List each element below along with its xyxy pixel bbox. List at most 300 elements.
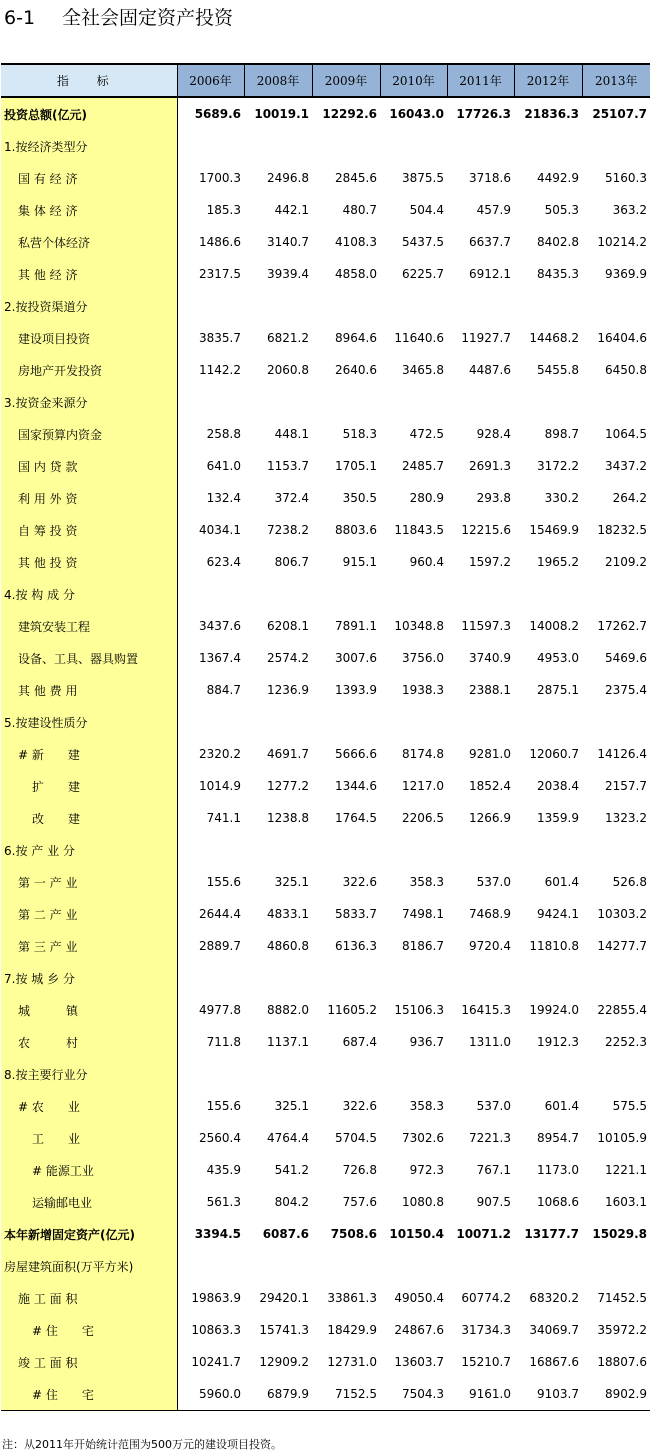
value-cell: [380, 290, 447, 322]
table-row: [1, 1282, 650, 1314]
value-cell: 8803.6: [335, 523, 377, 537]
value-cell: 17726.3: [456, 107, 511, 121]
value-cell: 1852.4: [469, 779, 511, 793]
value-cell: 641.0: [206, 459, 241, 473]
row-label: 3.按资金来源分: [1, 386, 177, 418]
value-cell: 11927.7: [461, 331, 511, 345]
value-cell: 5689.6: [194, 107, 241, 121]
value-cell: 8402.8: [537, 235, 579, 249]
value-cell: [312, 962, 380, 994]
value-cell: 541.2: [274, 1163, 309, 1177]
value-cell: 14468.2: [529, 331, 579, 345]
value-cell: [514, 290, 582, 322]
value-cell: 29420.1: [259, 1291, 309, 1305]
row-label: # 新 建: [1, 738, 177, 770]
value-cell: 14126.4: [597, 747, 647, 761]
table-row: [1, 418, 650, 450]
value-cell: [244, 130, 312, 162]
value-cell: 9720.4: [469, 939, 511, 953]
value-cell: [244, 1058, 312, 1090]
value-cell: 2691.3: [469, 459, 511, 473]
value-cell: 3172.2: [537, 459, 579, 473]
value-cell: 280.9: [409, 491, 444, 505]
value-cell: 1367.4: [199, 651, 241, 665]
table-row: [1, 130, 650, 162]
value-cell: 363.2: [612, 203, 647, 217]
value-cell: [177, 962, 244, 994]
value-cell: 18807.6: [597, 1355, 647, 1369]
value-cell: 2109.2: [605, 555, 647, 569]
row-label: 利 用 外 资: [1, 482, 177, 514]
value-cell: 757.6: [342, 1195, 377, 1209]
value-cell: [380, 834, 447, 866]
value-cell: 10071.2: [456, 1227, 511, 1241]
value-cell: 293.8: [476, 491, 511, 505]
value-cell: [177, 578, 244, 610]
year-header: 2011年: [447, 65, 514, 97]
value-cell: 19924.0: [529, 1003, 579, 1017]
value-cell: 132.4: [206, 491, 241, 505]
value-cell: 13177.7: [524, 1227, 579, 1241]
row-label: 改 建: [1, 802, 177, 834]
value-cell: 6450.8: [605, 363, 647, 377]
table-row: [1, 706, 650, 738]
table-row: [1, 322, 650, 354]
table-row: [1, 1314, 650, 1346]
value-cell: [312, 1058, 380, 1090]
value-cell: 2574.2: [267, 651, 309, 665]
value-cell: [582, 834, 650, 866]
value-cell: 4977.8: [199, 1003, 241, 1017]
value-cell: 2560.4: [199, 1131, 241, 1145]
value-cell: 185.3: [206, 203, 241, 217]
value-cell: [514, 706, 582, 738]
value-cell: 915.1: [342, 555, 377, 569]
value-cell: 1323.2: [605, 811, 647, 825]
value-cell: 71452.5: [597, 1291, 647, 1305]
value-cell: 442.1: [274, 203, 309, 217]
value-cell: [312, 130, 380, 162]
value-cell: 3007.6: [335, 651, 377, 665]
value-cell: 17262.7: [597, 619, 647, 633]
row-label: 投资总额(亿元): [1, 97, 177, 130]
value-cell: [447, 1058, 514, 1090]
table-row: [1, 450, 650, 482]
value-cell: 2375.4: [605, 683, 647, 697]
table-row: [1, 482, 650, 514]
value-cell: 330.2: [544, 491, 579, 505]
value-cell: 12731.0: [327, 1355, 377, 1369]
value-cell: [244, 386, 312, 418]
value-cell: [514, 834, 582, 866]
value-cell: 5704.5: [335, 1131, 377, 1145]
value-cell: [177, 1250, 244, 1282]
row-label: 自 筹 投 资: [1, 514, 177, 546]
table-row: [1, 194, 650, 226]
value-cell: 6087.6: [262, 1227, 309, 1241]
table-row: [1, 1026, 650, 1058]
value-cell: 1486.6: [199, 235, 241, 249]
row-label: 其 他 经 济: [1, 258, 177, 290]
value-cell: 1705.1: [335, 459, 377, 473]
value-cell: 5469.6: [605, 651, 647, 665]
indicator-header: 指 标: [1, 65, 177, 97]
value-cell: 9281.0: [469, 747, 511, 761]
value-cell: 1700.3: [199, 171, 241, 185]
value-cell: 3140.7: [267, 235, 309, 249]
value-cell: 1014.9: [199, 779, 241, 793]
value-cell: [582, 1250, 650, 1282]
value-cell: 31734.3: [461, 1323, 511, 1337]
row-label: 7.按 城 乡 分: [1, 962, 177, 994]
year-header: 2012年: [514, 65, 582, 97]
value-cell: [514, 386, 582, 418]
row-label: 运输邮电业: [1, 1186, 177, 1218]
value-cell: 2320.2: [199, 747, 241, 761]
table-row: [1, 1250, 650, 1282]
table-row: [1, 1186, 650, 1218]
value-cell: 1266.9: [469, 811, 511, 825]
value-cell: 601.4: [544, 1099, 579, 1113]
value-cell: 5960.0: [177, 1378, 244, 1411]
row-label: 本年新增固定资产(亿元): [1, 1218, 177, 1250]
value-cell: 10019.1: [254, 107, 309, 121]
value-cell: 3875.5: [402, 171, 444, 185]
value-cell: 6912.1: [469, 267, 511, 281]
value-cell: 1965.2: [537, 555, 579, 569]
value-cell: 10214.2: [597, 235, 647, 249]
row-label: 建设项目投资: [1, 322, 177, 354]
value-cell: [244, 578, 312, 610]
value-cell: 8186.7: [402, 939, 444, 953]
value-cell: 12292.6: [322, 107, 377, 121]
value-cell: 1064.5: [605, 427, 647, 441]
value-cell: [380, 386, 447, 418]
value-cell: 15741.3: [259, 1323, 309, 1337]
value-cell: 6821.2: [267, 331, 309, 345]
row-label: 竣 工 面 积: [1, 1346, 177, 1378]
value-cell: 2206.5: [402, 811, 444, 825]
value-cell: 504.4: [409, 203, 444, 217]
value-cell: 22855.4: [597, 1003, 647, 1017]
value-cell: 1153.7: [267, 459, 309, 473]
value-cell: 7468.9: [469, 907, 511, 921]
value-cell: 4953.0: [537, 651, 579, 665]
value-cell: 561.3: [206, 1195, 241, 1209]
value-cell: 8902.9: [582, 1378, 650, 1411]
value-cell: 18232.5: [597, 523, 647, 537]
table-row: [1, 1090, 650, 1122]
year-header: 2009年: [312, 65, 380, 97]
row-label: 6.按 产 业 分: [1, 834, 177, 866]
value-cell: [380, 1250, 447, 1282]
year-header: 2008年: [244, 65, 312, 97]
value-cell: 4492.9: [537, 171, 579, 185]
value-cell: 7498.1: [402, 907, 444, 921]
value-cell: [244, 706, 312, 738]
row-label: 集 体 经 济: [1, 194, 177, 226]
value-cell: 1311.0: [469, 1035, 511, 1049]
value-cell: 3835.7: [199, 331, 241, 345]
value-cell: 60774.2: [461, 1291, 511, 1305]
value-cell: 5666.6: [335, 747, 377, 761]
value-cell: 7508.6: [330, 1227, 377, 1241]
value-cell: 7152.5: [312, 1378, 380, 1411]
value-cell: 21836.3: [524, 107, 579, 121]
table-row: [1, 738, 650, 770]
value-cell: 15469.9: [529, 523, 579, 537]
value-cell: [582, 386, 650, 418]
value-cell: 6879.9: [244, 1378, 312, 1411]
value-cell: [177, 386, 244, 418]
table-row: [1, 578, 650, 610]
value-cell: 10303.2: [597, 907, 647, 921]
table-row: [1, 290, 650, 322]
value-cell: 4764.4: [267, 1131, 309, 1145]
value-cell: 505.3: [544, 203, 579, 217]
value-cell: 1238.8: [267, 811, 309, 825]
value-cell: 16867.6: [529, 1355, 579, 1369]
value-cell: 4858.0: [335, 267, 377, 281]
value-cell: 2388.1: [469, 683, 511, 697]
value-cell: 372.4: [274, 491, 309, 505]
value-cell: 10348.8: [394, 619, 444, 633]
value-cell: 16043.0: [389, 107, 444, 121]
value-cell: 325.1: [274, 1099, 309, 1113]
value-cell: [447, 386, 514, 418]
value-cell: 4108.3: [335, 235, 377, 249]
row-label: 国 内 贷 款: [1, 450, 177, 482]
value-cell: 8882.0: [267, 1003, 309, 1017]
value-cell: 7302.6: [402, 1131, 444, 1145]
table-row: [1, 546, 650, 578]
value-cell: [244, 962, 312, 994]
row-label: 2.按投资渠道分: [1, 290, 177, 322]
value-cell: 14277.7: [597, 939, 647, 953]
value-cell: 1080.8: [402, 1195, 444, 1209]
header-row: [1, 65, 650, 97]
value-cell: 350.5: [342, 491, 377, 505]
value-cell: [447, 834, 514, 866]
value-cell: 435.9: [206, 1163, 241, 1177]
value-cell: 34069.7: [529, 1323, 579, 1337]
value-cell: 35972.2: [597, 1323, 647, 1337]
value-cell: 322.6: [342, 875, 377, 889]
value-cell: [177, 706, 244, 738]
value-cell: 711.8: [206, 1035, 241, 1049]
row-label: # 住 宅: [1, 1314, 177, 1346]
table-row: [1, 642, 650, 674]
value-cell: 806.7: [274, 555, 309, 569]
value-cell: 2317.5: [199, 267, 241, 281]
year-header: 2006年: [177, 65, 244, 97]
value-cell: 726.8: [342, 1163, 377, 1177]
row-label: 私营个体经济: [1, 226, 177, 258]
value-cell: 1359.9: [537, 811, 579, 825]
value-cell: 537.0: [476, 1099, 511, 1113]
value-cell: [514, 130, 582, 162]
value-cell: 4833.1: [267, 907, 309, 921]
value-cell: 16404.6: [597, 331, 647, 345]
value-cell: 1603.1: [605, 1195, 647, 1209]
value-cell: [380, 130, 447, 162]
footnote: 注：从2011年开始统计范围为500万元的建设项目投资。: [2, 1438, 282, 1451]
value-cell: 9161.0: [447, 1378, 514, 1411]
value-cell: 898.7: [544, 427, 579, 441]
value-cell: 7238.2: [267, 523, 309, 537]
table-row: [1, 226, 650, 258]
value-cell: [177, 1058, 244, 1090]
table-row: [1, 674, 650, 706]
table-row: [1, 834, 650, 866]
table-row: [1, 802, 650, 834]
row-label: # 能源工业: [1, 1154, 177, 1186]
value-cell: 1277.2: [267, 779, 309, 793]
value-cell: [447, 578, 514, 610]
value-cell: 11597.3: [461, 619, 511, 633]
row-label: 设备、工具、器具购置: [1, 642, 177, 674]
table-row: [1, 866, 650, 898]
value-cell: 7504.3: [380, 1378, 447, 1411]
value-cell: 8435.3: [537, 267, 579, 281]
value-cell: 1068.6: [537, 1195, 579, 1209]
row-label: 其 他 费 用: [1, 674, 177, 706]
value-cell: 6637.7: [469, 235, 511, 249]
value-cell: 11640.6: [394, 331, 444, 345]
row-label: 其 他 投 资: [1, 546, 177, 578]
value-cell: 12215.6: [461, 523, 511, 537]
value-cell: 264.2: [612, 491, 647, 505]
value-cell: 1221.1: [605, 1163, 647, 1177]
value-cell: [514, 1250, 582, 1282]
value-cell: 11605.2: [327, 1003, 377, 1017]
value-cell: 1764.5: [335, 811, 377, 825]
value-cell: [312, 706, 380, 738]
value-cell: [514, 1058, 582, 1090]
table-row: [1, 1058, 650, 1090]
row-label: 1.按经济类型分: [1, 130, 177, 162]
value-cell: 155.6: [206, 875, 241, 889]
value-cell: 322.6: [342, 1099, 377, 1113]
row-label: 城 镇: [1, 994, 177, 1026]
value-cell: 884.7: [206, 683, 241, 697]
value-cell: 2875.1: [537, 683, 579, 697]
value-cell: [447, 290, 514, 322]
value-cell: 15106.3: [394, 1003, 444, 1017]
value-cell: 5833.7: [335, 907, 377, 921]
table-body: [1, 97, 650, 1411]
value-cell: 9369.9: [605, 267, 647, 281]
table-title: [4, 4, 233, 32]
value-cell: 1344.6: [335, 779, 377, 793]
value-cell: [582, 962, 650, 994]
value-cell: 1173.0: [537, 1163, 579, 1177]
value-cell: 2157.7: [605, 779, 647, 793]
table-row: [1, 610, 650, 642]
value-cell: [380, 962, 447, 994]
value-cell: [244, 1250, 312, 1282]
row-label: 国家预算内资金: [1, 418, 177, 450]
table-row: [1, 386, 650, 418]
value-cell: 15210.7: [461, 1355, 511, 1369]
value-cell: 1137.1: [267, 1035, 309, 1049]
value-cell: 8964.6: [335, 331, 377, 345]
value-cell: 10150.4: [389, 1227, 444, 1241]
value-cell: 25107.7: [592, 107, 647, 121]
value-cell: [312, 578, 380, 610]
value-cell: 804.2: [274, 1195, 309, 1209]
value-cell: 24867.6: [394, 1323, 444, 1337]
value-cell: 4860.8: [267, 939, 309, 953]
value-cell: [514, 962, 582, 994]
value-cell: 14008.2: [529, 619, 579, 633]
table-row: [1, 1154, 650, 1186]
value-cell: 6136.3: [335, 939, 377, 953]
value-cell: [312, 1250, 380, 1282]
table-row: [1, 994, 650, 1026]
value-cell: 12909.2: [259, 1355, 309, 1369]
value-cell: 2252.3: [605, 1035, 647, 1049]
value-cell: 33861.3: [327, 1291, 377, 1305]
row-label: # 住 宅: [1, 1378, 177, 1411]
value-cell: 7891.1: [335, 619, 377, 633]
table-row: [1, 1218, 650, 1250]
value-cell: 15029.8: [592, 1227, 647, 1241]
value-cell: [244, 834, 312, 866]
value-cell: 11810.8: [529, 939, 579, 953]
value-cell: [380, 578, 447, 610]
value-cell: 68320.2: [529, 1291, 579, 1305]
value-cell: 358.3: [409, 1099, 444, 1113]
value-cell: 6208.1: [267, 619, 309, 633]
value-cell: 741.1: [206, 811, 241, 825]
value-cell: [582, 1058, 650, 1090]
value-cell: 16415.3: [461, 1003, 511, 1017]
table-row: [1, 97, 650, 130]
value-cell: 2496.8: [267, 171, 309, 185]
value-cell: 601.4: [544, 875, 579, 889]
table-row: [1, 898, 650, 930]
value-cell: [447, 962, 514, 994]
table-row: [1, 962, 650, 994]
value-cell: 1236.9: [267, 683, 309, 697]
value-cell: 4034.1: [199, 523, 241, 537]
table-row: [1, 1378, 650, 1411]
value-cell: 8174.8: [402, 747, 444, 761]
value-cell: 1142.2: [199, 363, 241, 377]
value-cell: 3437.6: [199, 619, 241, 633]
value-cell: 2644.4: [199, 907, 241, 921]
value-cell: 9424.1: [537, 907, 579, 921]
value-cell: [177, 834, 244, 866]
row-label: 4.按 构 成 分: [1, 578, 177, 610]
value-cell: 9103.7: [514, 1378, 582, 1411]
table-row: [1, 258, 650, 290]
value-cell: 767.1: [476, 1163, 511, 1177]
table-row: [1, 1122, 650, 1154]
value-cell: 623.4: [206, 555, 241, 569]
value-cell: 11843.5: [394, 523, 444, 537]
row-label: 第 三 产 业: [1, 930, 177, 962]
value-cell: 480.7: [342, 203, 377, 217]
row-label: 农 村: [1, 1026, 177, 1058]
value-cell: 5437.5: [402, 235, 444, 249]
row-label: 房地产开发投资: [1, 354, 177, 386]
value-cell: 10105.9: [597, 1131, 647, 1145]
value-cell: 4487.6: [469, 363, 511, 377]
row-label: 国 有 经 济: [1, 162, 177, 194]
value-cell: 10863.3: [191, 1323, 241, 1337]
